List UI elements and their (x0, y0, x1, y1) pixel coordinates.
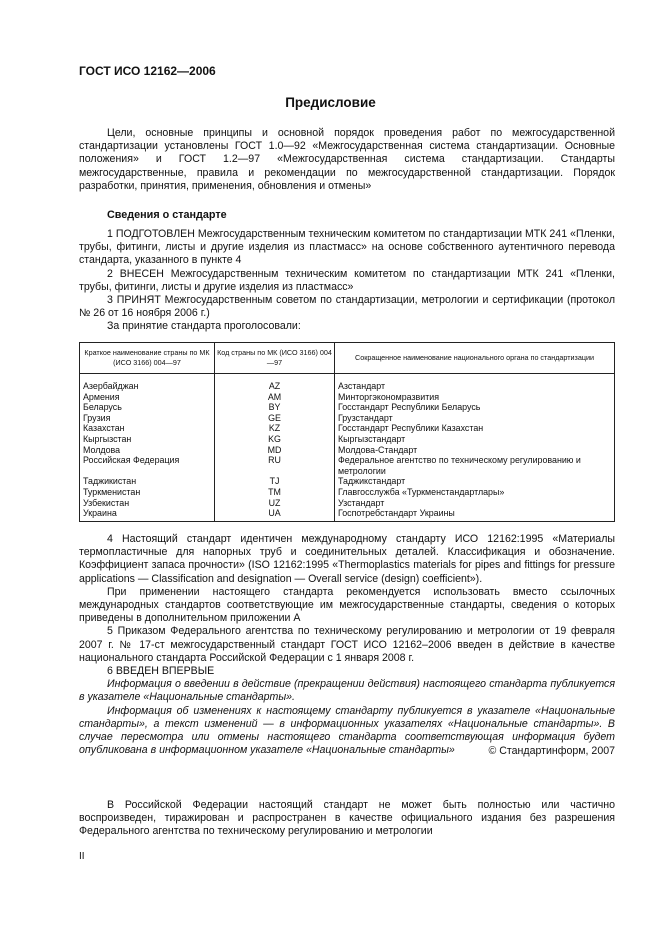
code-cell: GE (215, 413, 335, 424)
country-cell: Армения (80, 392, 215, 403)
body-cell: Таджикстандарт (335, 476, 615, 487)
code-cell: AZ (215, 374, 335, 392)
vote-intro: За принятие стандарта проголосовали: (107, 320, 301, 333)
country-cell: Таджикистан (80, 476, 215, 487)
code-cell: MD (215, 445, 335, 456)
voting-table (79, 342, 615, 522)
footer-notice: В Российской Федерации настоящий стандарт не может быть полностью или частично воспроизведен, тиражирован и распространен в качестве официального издания без разрешения Федерального агентства по техническому регулированию и метрологии (79, 799, 615, 838)
code-cell: KZ (215, 423, 335, 434)
table-header-row (80, 343, 615, 374)
col-header-code: Код страны по МК (ИСО 3166) 004—97 (215, 343, 335, 374)
section-title: Сведения о стандарте (107, 209, 227, 221)
table-row (80, 508, 615, 521)
col-header-country: Краткое наименование страны по МК (ИСО 3166) 004—97 (80, 343, 215, 374)
country-cell: Грузия (80, 413, 215, 424)
page-number: II (79, 851, 85, 862)
code-cell: TM (215, 487, 335, 498)
code-cell: UZ (215, 498, 335, 509)
copyright: © Стандартинформ, 2007 (488, 745, 615, 757)
body-cell: Узстандарт (335, 498, 615, 509)
table-row (80, 445, 615, 456)
table-body (80, 374, 615, 522)
country-cell: Азербайджан (80, 374, 215, 392)
table-row (80, 476, 615, 487)
footer-notice-block (79, 799, 615, 839)
country-cell: Российская Федерация (80, 455, 215, 476)
body-cell: Грузстандарт (335, 413, 615, 424)
italic-note-1: Информация о введении в действие (прекращении действия) настоящего стандарта публикуется в указателе «Национальные стандарты». (79, 678, 615, 704)
country-cell: Беларусь (80, 402, 215, 413)
country-cell: Казахстан (80, 423, 215, 434)
item-1: 1 ПОДГОТОВЛЕН Межгосударственным техническим комитетом по стандартизации МТК 241 «Пленки, трубы, фитинги, листы и другие изделия из пластмасс» на основе собственного аутентичного перевода стандарта, указанного в пункте 4 (79, 228, 615, 267)
page-title: Предисловие (285, 95, 376, 110)
italic-note-2: Информация об изменениях к настоящему стандарту публикуется в указателе «Национальные стандарты», а текст изменений — в информационных указателях «Национальные стандарты». В случае пересмотра или отмены настоящего стандарта соответствующая информация будет опубликована в информационном указателе «Национальные стандарты» (79, 704, 615, 757)
intro-paragraph: Цели, основные принципы и основной порядок проведения работ по межгосударственной стандартизации установлены ГОСТ 1.0—92 «Межгосударственная система стандартизации. Основные положения» и ГОСТ 1.2—97 «Межгосударственная система стандартизации. Стандарты межгосударственные, правила и рекомендации по межгосударственной стандартизации. Порядок разработки, принятия, применения, обновления и отмены» (79, 127, 615, 192)
table-row (80, 402, 615, 413)
code-cell: UA (215, 508, 335, 521)
body-cell: Минторгэкономразвития (335, 392, 615, 403)
item-5: 5 Приказом Федерального агентства по техническому регулированию и метрологии от 19 февраля 2007 г. № 17-ст межгосударственный стандарт ГОСТ ИСО 12162–2006 введен в действие в качестве национального стандарта Российской Федерации с 1 января 2008 г. (79, 625, 615, 664)
item-2: 2 ВНЕСЕН Межгосударственным техническим комитетом по стандартизации МТК 241 «Пленки, трубы, фитинги, листы и другие изделия из пластмасс» (79, 267, 615, 293)
table-row (80, 374, 615, 392)
code-cell: AM (215, 392, 335, 403)
code-cell: TJ (215, 476, 335, 487)
body-cell: Госстандарт Республики Беларусь (335, 402, 615, 413)
recommendation-paragraph: При применении настоящего стандарта рекомендуется использовать вместо ссылочных международных стандартов соответствующие им межгосударственные стандарты, сведения о которых приведены в дополнительном приложении А (79, 585, 615, 625)
country-cell: Узбекистан (80, 498, 215, 509)
country-cell: Туркменистан (80, 487, 215, 498)
country-cell: Молдова (80, 445, 215, 456)
code-cell: BY (215, 402, 335, 413)
after-table-block (79, 533, 615, 757)
table-row (80, 434, 615, 445)
body-cell: Госпотребстандарт Украины (335, 508, 615, 521)
items-block (79, 228, 615, 334)
table-row (80, 392, 615, 403)
body-cell: Главгосслужба «Туркменстандартлары» (335, 487, 615, 498)
body-cell: Кыргызстандарт (335, 434, 615, 445)
code-cell: RU (215, 455, 335, 476)
country-cell: Украина (80, 508, 215, 521)
table-row (80, 413, 615, 424)
document-header: ГОСТ ИСО 12162—2006 (79, 64, 216, 78)
table-row (80, 498, 615, 509)
body-cell: Молдова-Стандарт (335, 445, 615, 456)
item-6: 6 ВВЕДЕН ВПЕРВЫЕ (107, 665, 215, 678)
body-cell: Федеральное агентство по техническому регулированию и метрологии (335, 455, 615, 476)
item-4: 4 Настоящий стандарт идентичен международному стандарту ИСО 12162:1995 «Материалы термопластичные для напорных труб и соединительных деталей. Классификация и обозначение. Коэффициент запаса прочности» (ISO 12162:1995 «Thermoplastics materials for pipes and fittings for pressure applications — Classification and designation — Overall service (design) coefficient»). (79, 533, 615, 585)
table-row (80, 423, 615, 434)
col-header-body: Сокращенное наименование национального органа по стандартизации (335, 343, 615, 374)
code-cell: KG (215, 434, 335, 445)
country-cell: Кыргызстан (80, 434, 215, 445)
table-row (80, 455, 615, 476)
table-row (80, 487, 615, 498)
item-3: 3 ПРИНЯТ Межгосударственным советом по стандартизации, метрологии и сертификации (протокол № 26 от 16 ноября 2006 г.) (79, 294, 615, 320)
intro-block (79, 127, 615, 193)
body-cell: Азстандарт (335, 374, 615, 392)
body-cell: Госстандарт Республики Казахстан (335, 423, 615, 434)
